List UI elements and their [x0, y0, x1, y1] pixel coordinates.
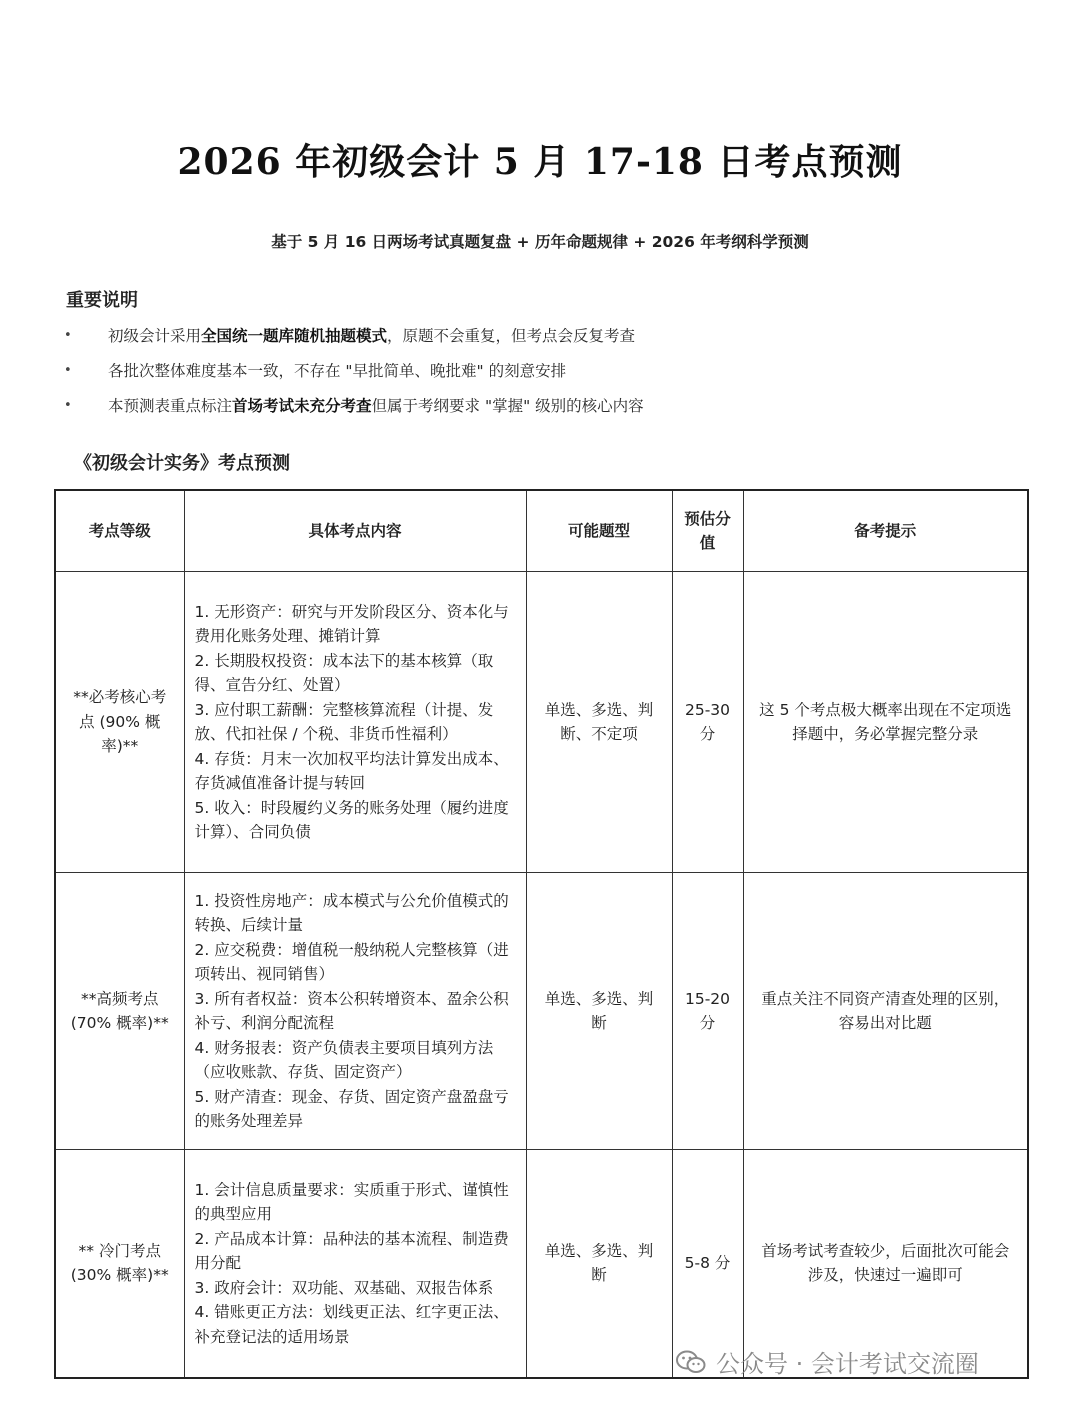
- types-cell: 单选、多选、判断: [526, 873, 672, 1150]
- header-score: 预估分值: [672, 490, 743, 572]
- wechat-icon: [676, 1349, 706, 1375]
- note-item: [64, 322, 644, 357]
- content-item: 4. 财务报表：资产负债表主要项目填列方法（应收账款、存货、固定资产）: [194, 1038, 494, 1081]
- tip-cell: 重点关注不同资产清查处理的区别，容易出对比题: [743, 873, 1028, 1150]
- tip-cell: 这 5 个考点极大概率出现在不定项选择题中，务必掌握完整分录: [743, 572, 1028, 873]
- header-tip: 备考提示: [743, 490, 1028, 572]
- exam-points-table: [54, 489, 1029, 1379]
- note-item: [64, 392, 644, 427]
- table-row: [55, 572, 1028, 873]
- types-cell: 单选、多选、判断: [526, 1150, 672, 1378]
- score-cell: 15-20 分: [672, 873, 743, 1150]
- score-cell: 5-8 分: [672, 1150, 743, 1378]
- note-text: 初级会计采用: [108, 327, 202, 345]
- bullet-icon: •: [64, 328, 72, 343]
- page-subtitle: 基于 5 月 16 日两场考试真题复盘 + 历年命题规律 + 2026 年考纲科学预测: [271, 233, 809, 251]
- note-text: ，原题不会重复，但考点会反复考查: [387, 327, 636, 345]
- notes-list: [64, 322, 644, 427]
- bullet-icon: •: [64, 398, 72, 413]
- content-item: 5. 收入：时段履约义务的账务处理（履约进度计算）、合同负债: [194, 798, 509, 841]
- header-types: 可能题型: [526, 490, 672, 572]
- content-cell: [184, 873, 526, 1150]
- bullet-icon: •: [64, 363, 72, 378]
- content-cell: [184, 1150, 526, 1378]
- content-item: 3. 所有者权益：资本公积转增资本、盈余公积补亏、利润分配流程: [194, 989, 509, 1032]
- content-item: 2. 应交税费：增值税一般纳税人完整核算（进项转出、视同销售）: [194, 940, 509, 983]
- watermark-text: 公众号 · 会计考试交流圈: [716, 1350, 979, 1378]
- score-cell: 25-30 分: [672, 572, 743, 873]
- content-item: 2. 产品成本计算：品种法的基本流程、制造费用分配: [194, 1229, 509, 1272]
- content-item: 2. 长期股权投资：成本法下的基本核算（取得、宣告分红、处置）: [194, 651, 494, 694]
- note-text: 但属于考纲要求 "掌握" 级别的核心内容: [371, 397, 644, 415]
- note-text: 本预测表重点标注: [108, 397, 233, 415]
- header-content: 具体考点内容: [184, 490, 526, 572]
- content-item: 3. 政府会计：双功能、双基础、双报告体系: [194, 1278, 494, 1297]
- level-cell: **高频考点 (70% 概率)**: [55, 873, 184, 1150]
- note-emphasis: 首场考试未充分考查: [232, 397, 372, 415]
- content-item: 1. 会计信息质量要求：实质重于形式、谨慎性的典型应用: [194, 1180, 509, 1223]
- header-level: 考点等级: [55, 490, 184, 572]
- table-heading: 《初级会计实务》考点预测: [74, 453, 290, 474]
- content-item: 1. 无形资产：研究与开发阶段区分、资本化与费用化账务处理、摊销计算: [194, 602, 509, 645]
- note-emphasis: 全国统一题库随机抽题模式: [201, 327, 388, 345]
- types-cell: 单选、多选、判断、不定项: [526, 572, 672, 873]
- table-row: [55, 873, 1028, 1150]
- table-header-row: [55, 490, 1028, 572]
- content-item: 3. 应付职工薪酬：完整核算流程（计提、发放、代扣社保 / 个税、非货币性福利）: [194, 700, 494, 743]
- note-text: 各批次整体难度基本一致，不存在 "早批简单、晚批难" 的刻意安排: [108, 362, 567, 380]
- level-cell: ** 冷门考点 (30% 概率)**: [55, 1150, 184, 1378]
- page-title: 2026 年初级会计 5 月 17-18 日考点预测: [177, 141, 903, 183]
- level-cell: **必考核心考点 (90% 概率)**: [55, 572, 184, 873]
- content-item: 4. 存货：月末一次加权平均法计算发出成本、存货减值准备计提与转回: [194, 749, 509, 792]
- notes-heading: 重要说明: [66, 290, 138, 311]
- content-item: 5. 财产清查：现金、存货、固定资产盘盈盘亏的账务处理差异: [194, 1087, 509, 1130]
- watermark: [676, 1344, 979, 1379]
- note-item: [64, 357, 644, 392]
- content-item: 4. 错账更正方法：划线更正法、红字更正法、补充登记法的适用场景: [194, 1303, 509, 1346]
- content-item: 1. 投资性房地产：成本模式与公允价值模式的转换、后续计量: [194, 891, 509, 934]
- tip-cell: 首场考试考查较少，后面批次可能会涉及，快速过一遍即可: [743, 1150, 1028, 1378]
- content-cell: [184, 572, 526, 873]
